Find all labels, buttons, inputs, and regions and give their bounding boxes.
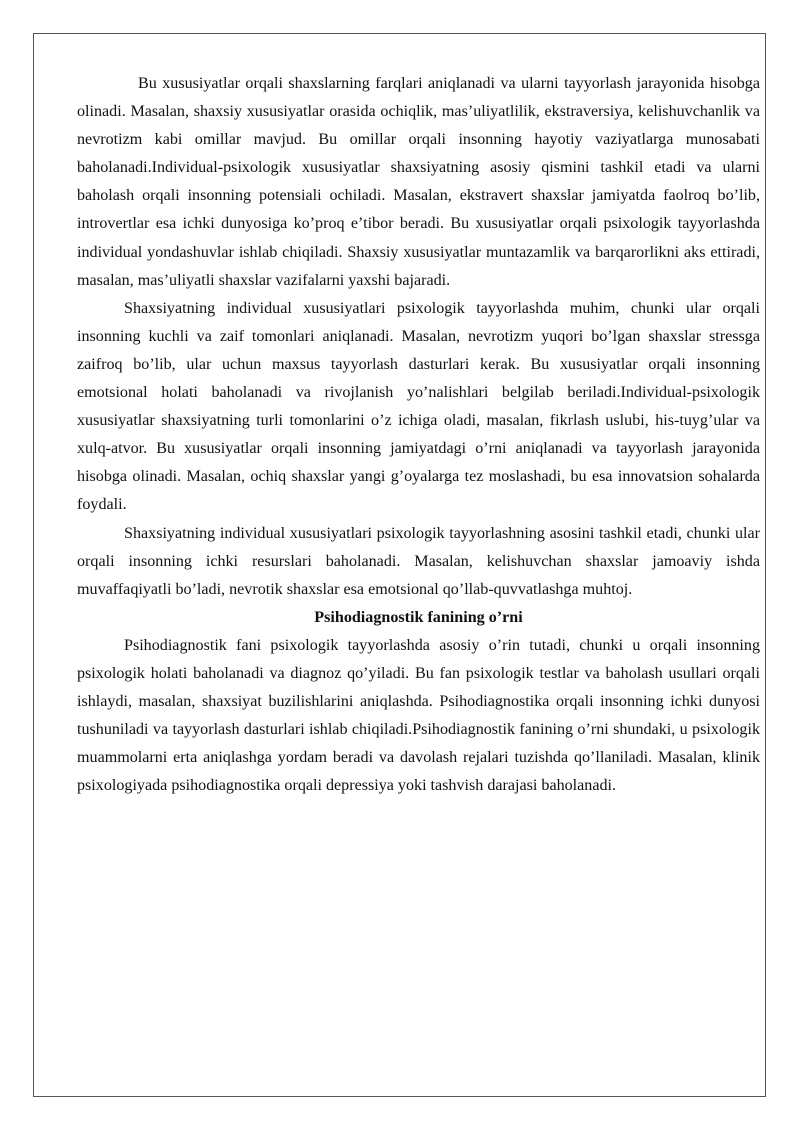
paragraph-1: Bu xususiyatlar orqali shaxslarning farqlari aniqlanadi va ularni tayyorlash jarayonida hisobga olinadi. Masalan, shaxsiy xususiyatlar orasida ochiqlik, mas’uliyatlilik, ekstraversiya, kelishuvchanlik va nevrotizm kabi omillar mavjud. Bu omillar orqali insonning hayotiy vaziyatlarga munosabati baholanadi.Individual-psixologik xususiyatlar shaxsiyatning asosiy qismini tashkil etadi va ularni baholash orqali insonning potensiali ochiladi. Masalan, ekstravert shaxslar jamiyatda faolroq bo’lib, introvertlar esa ichki dunyosiga ko’proq e’tibor beradi. Bu xususiyatlar orqali psixologik tayyorlashda individual yondashuvlar ishlab chiqiladi. Shaxsiy xususiyatlar muntazamlik va barqarorlikni aks ettiradi, masalan, mas’uliyatli shaxslar vazifalarni yaxshi bajaradi. bbox=[77, 75, 760, 289]
section-heading: Psihodiagnostik fanining o’rni bbox=[314, 608, 523, 626]
paragraph-3: Shaxsiyatning individual xususiyatlari psixologik tayyorlashning asosini tashkil etadi, chunki ular orqali insonning ichki resurslari baholanadi. Masalan, kelishuvchan shaxslar jamoaviy ishda muvaffaqiyatli bo’ladi, nevrotik shaxslar esa emotsional qo’llab-quvvatlashga muhtoj. bbox=[77, 524, 760, 598]
document-body bbox=[77, 70, 760, 800]
paragraph-2: Shaxsiyatning individual xususiyatlari psixologik tayyorlashda muhim, chunki ular orqali insonning kuchli va zaif tomonlari aniqlanadi. Masalan, nevrotizm yuqori bo’lgan shaxslar stressga zaifroq bo’lib, ular uchun maxsus tayyorlash dasturlari kerak. Bu xususiyatlar orqali insonning emotsional holati baholanadi va rivojlanish yo’nalishlari belgilab beriladi.Individual-psixologik xususiyatlar shaxsiyatning turli tomonlarini o’z ichiga oladi, masalan, fikrlash uslubi, his-tuyg’ular va xulq-atvor. Bu xususiyatlar orqali insonning jamiyatdagi o’rni aniqlanadi va tayyorlash jarayonida hisobga olinadi. Masalan, ochiq shaxslar yangi g’oyalarga tez moslashadi, bu esa innovatsion sohalarda foydali. bbox=[77, 299, 760, 514]
paragraph-4: Psihodiagnostik fani psixologik tayyorlashda asosiy o’rin tutadi, chunki u orqali insonning psixologik holati baholanadi va diagnoz qo’yiladi. Bu fan psixologik testlar va baholash usullari orqali ishlaydi, masalan, shaxsiyat buzilishlarini aniqlashda. Psihodiagnostika orqali insonning ichki dunyosi tushuniladi va tayyorlash dasturlari ishlab chiqiladi.Psihodiagnostik fanining o’rni shundaki, u psixologik muammolarni erta aniqlashga yordam beradi va davolash rejalari tuzishda qo’llaniladi. Masalan, klinik psixologiyada psihodiagnostika orqali depressiya yoki tashvish darajasi baholanadi. bbox=[77, 636, 760, 795]
